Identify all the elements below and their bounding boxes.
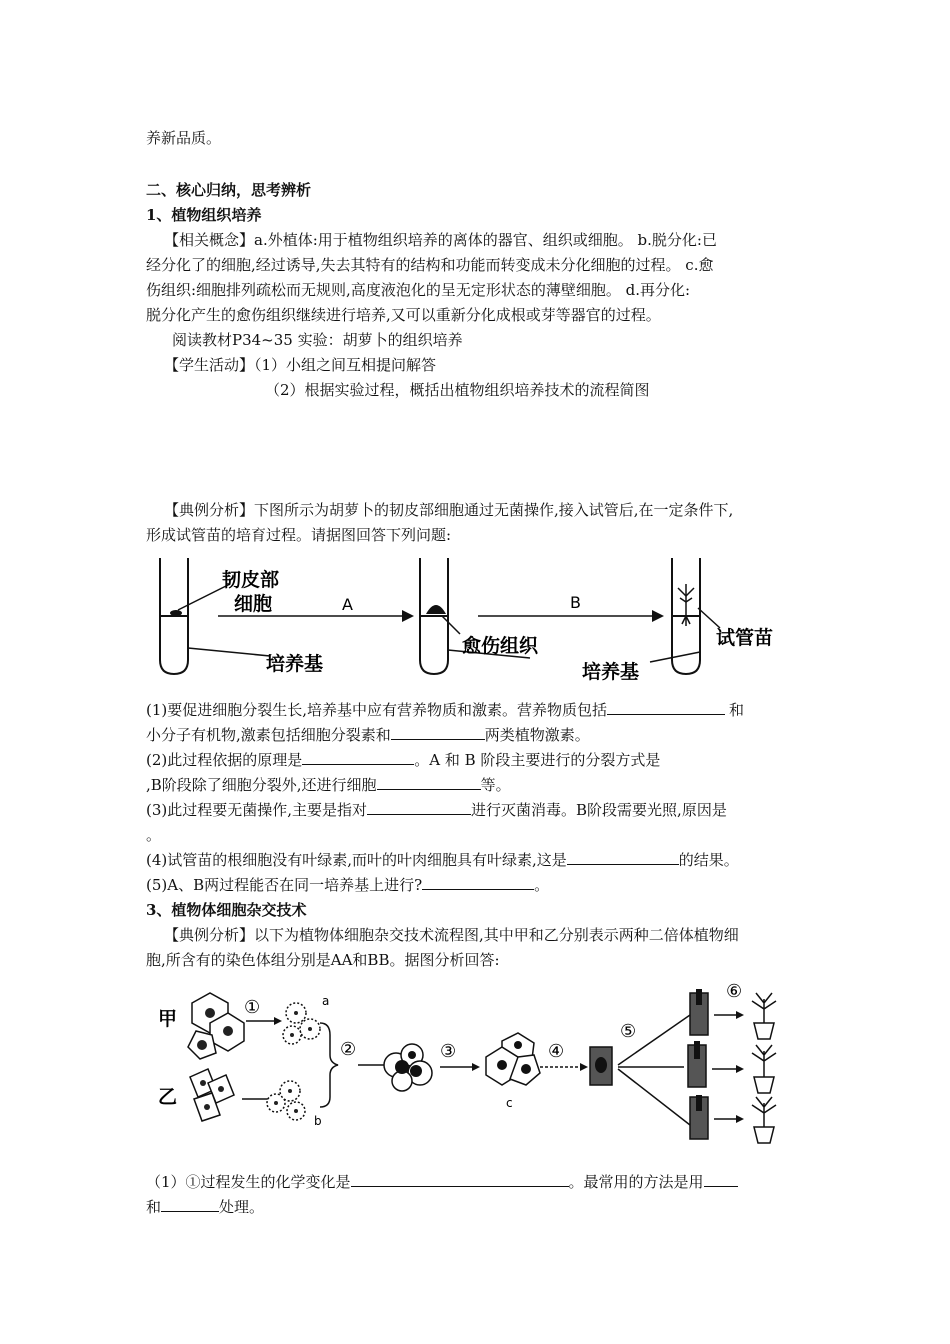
answer-blank[interactable] bbox=[161, 1197, 219, 1212]
text-line: 养新品质。 bbox=[146, 129, 222, 147]
label-jia: 甲 bbox=[158, 1008, 178, 1030]
step-3: ③ bbox=[440, 1041, 457, 1062]
label-a: A bbox=[342, 595, 353, 614]
text-line: 胞,所含有的染色体组分别是AA和BB。据图分析回答: bbox=[146, 951, 500, 969]
answer-blank[interactable] bbox=[567, 850, 679, 865]
label-ren: 韧皮部 bbox=[222, 569, 280, 591]
text-line: 【相关概念】a.外植体:用于植物组织培养的离体的器官、组织或细胞。 b.脱分化:已 bbox=[164, 231, 717, 249]
text-line: 伤组织:细胞排列疏松而无规则,高度液泡化的呈无定形状态的薄壁细胞。 d.再分化: bbox=[146, 281, 691, 299]
label-a: a bbox=[322, 994, 330, 1008]
answer-blank[interactable] bbox=[391, 725, 485, 740]
answer-blank[interactable] bbox=[351, 1172, 569, 1187]
step-6: ⑥ bbox=[726, 981, 743, 1002]
text-line: 形成试管苗的培育过程。请据图回答下列问题: bbox=[146, 526, 452, 544]
answer-blank[interactable] bbox=[302, 750, 414, 765]
question-3: (3)此过程要无菌操作,主要是指对 进行灭菌消毒。B阶段需要光照,原因是 bbox=[146, 801, 727, 819]
text-line: 【学生活动】（1）小组之间互相提问解答 bbox=[164, 356, 437, 374]
question-1: (1)要促进细胞分裂生长,培养基中应有营养物质和激素。营养物质包括 和 bbox=[146, 701, 745, 719]
answer-blank[interactable] bbox=[422, 875, 534, 890]
text-line: 阅读教材P34~35 实验：胡萝卜的组织培养 bbox=[172, 331, 463, 349]
tissue-culture-figure bbox=[150, 552, 810, 684]
question-4: (4)试管苗的根细胞没有叶绿素,而叶的叶肉细胞具有叶绿素,这是 的结果。 bbox=[146, 851, 739, 869]
label-yushang: 愈伤组织 bbox=[462, 635, 539, 657]
text-line: 【典例分析】下图所示为胡萝卜的韧皮部细胞通过无菌操作,接入试管后,在一定条件下, bbox=[164, 501, 734, 519]
question-f1: （1）①过程发生的化学变化是 。最常用的方法是用 bbox=[146, 1172, 738, 1192]
step-5: ⑤ bbox=[620, 1021, 637, 1042]
question-3-cont: 。 bbox=[146, 826, 162, 844]
text-line: 【典例分析】以下为植物体细胞杂交技术流程图,其中甲和乙分别表示两种二倍体植物细 bbox=[164, 926, 739, 944]
text-line: 经分化了的细胞,经过诱导,失去其特有的结构和功能而转变成未分化细胞的过程。 c.愈 bbox=[146, 256, 714, 274]
question-1-cont: 小分子有机物,激素包括细胞分裂素和 两类植物激素。 bbox=[146, 726, 590, 744]
text-line: （2）根据实验过程，概括出植物组织培养技术的流程简图 bbox=[265, 381, 650, 399]
text-line: 脱分化产生的愈伤组织继续进行培养,又可以重新分化成根或芽等器官的过程。 bbox=[146, 306, 661, 324]
question-2-cont: ,B阶段除了细胞分裂外,还进行细胞 等。 bbox=[146, 776, 511, 794]
label-peiyangji: 培养基 bbox=[266, 653, 324, 675]
label-xibao: 细胞 bbox=[234, 593, 273, 615]
label-c: c bbox=[506, 1096, 513, 1110]
answer-blank[interactable] bbox=[377, 775, 481, 790]
cell-hybridization-figure bbox=[150, 975, 790, 1151]
step-2: ② bbox=[340, 1039, 357, 1060]
answer-blank[interactable] bbox=[704, 1172, 738, 1187]
label-shiguanmiao: 试管苗 bbox=[716, 627, 774, 649]
question-5: (5)A、B两过程能否在同一培养基上进行? 。 bbox=[146, 876, 550, 894]
label-b: B bbox=[570, 593, 581, 612]
step-1: ① bbox=[244, 997, 261, 1018]
answer-blank[interactable] bbox=[607, 700, 725, 715]
question-2: (2)此过程依据的原理是 。A 和 B 阶段主要进行的分裂方式是 bbox=[146, 751, 661, 769]
subsection-heading: 3、植物体细胞杂交技术 bbox=[146, 901, 307, 919]
question-f1-cont: 和 处理。 bbox=[146, 1198, 265, 1216]
subsection-heading: 1、植物组织培养 bbox=[146, 206, 262, 224]
label-yi: 乙 bbox=[158, 1086, 178, 1108]
label-peiyangji: 培养基 bbox=[582, 661, 640, 683]
label-b: b bbox=[314, 1114, 322, 1128]
answer-blank[interactable] bbox=[367, 800, 471, 815]
step-4: ④ bbox=[548, 1041, 565, 1062]
section-heading: 二、核心归纳，思考辨析 bbox=[146, 181, 312, 199]
